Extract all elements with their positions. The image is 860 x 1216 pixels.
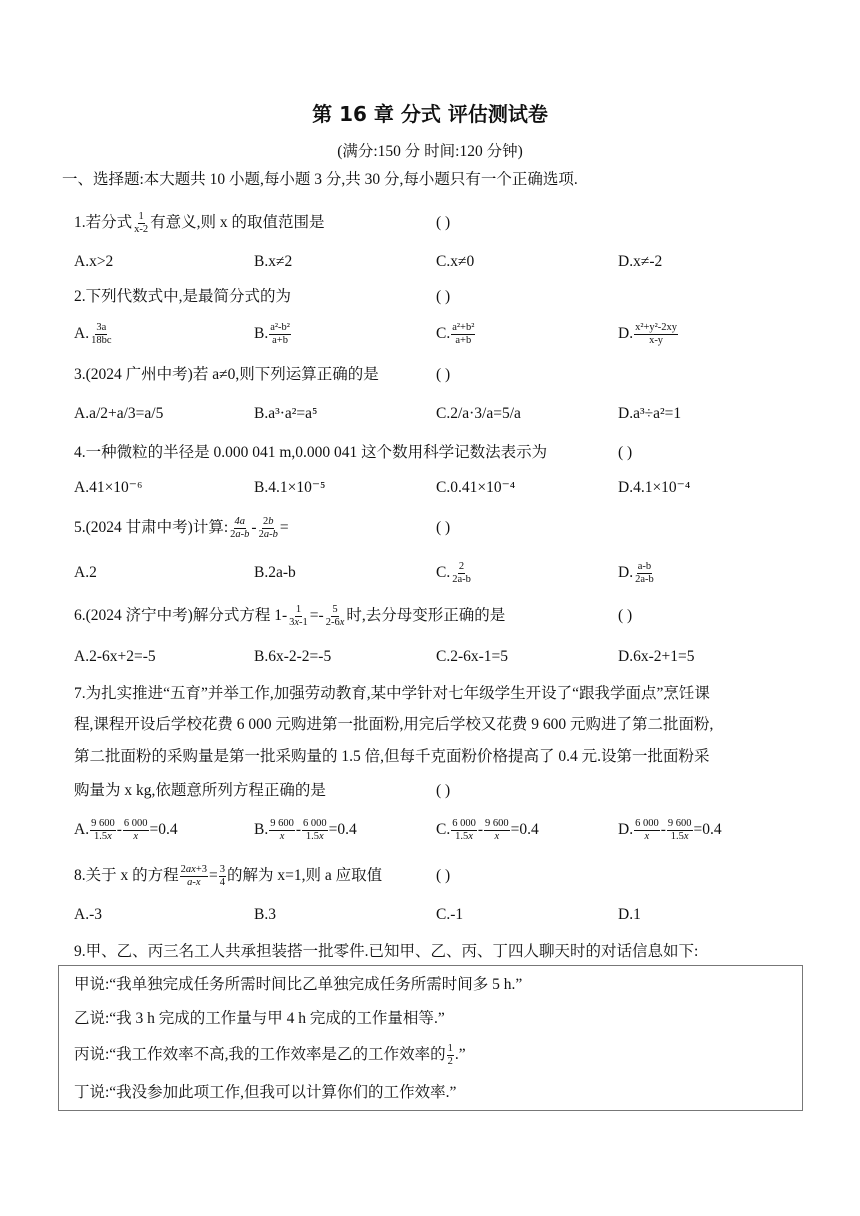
answer-bracket: ( ) xyxy=(436,867,451,884)
option-b: B.a³·a²=a⁵ xyxy=(254,405,318,422)
answer-bracket: ( ) xyxy=(436,782,451,799)
option-a: A. $\frac{3a}{18bc}$ xyxy=(74,322,112,346)
option-c: C.x≠0 xyxy=(436,253,475,270)
option-b: B.2a-b xyxy=(254,564,296,581)
question-8: 8.关于 x 的方程 $\frac{2ax+3}{a-x}$ = $\frac{3}{4}$ 的解为 x=1,则 a 应取值 xyxy=(74,864,383,888)
question-7-line: 程,课程开设后学校花费 6 000 元购进第一批面粉,用完后学校又花费 9 600 元购进了第二批面粉, xyxy=(74,716,714,733)
option-b: B.x≠2 xyxy=(254,253,293,270)
option-b: B. $\frac{\text{a²-b²}}{a+b}$ xyxy=(254,322,290,346)
dialogue-line: 甲说:“我单独完成任务所需时间比乙单独完成任务所需时间多 5 h.” xyxy=(74,976,523,993)
dialogue-line: 丁说:“我没参加此项工作,但我可以计算你们的工作效率.” xyxy=(74,1084,457,1101)
answer-bracket: ( ) xyxy=(618,444,633,461)
option-c: C. $\frac{6 000}{1.5x}$ - $\frac{9 600}{x}$ =0.4 xyxy=(436,818,539,842)
answer-bracket: ( ) xyxy=(436,288,451,305)
option-d: D.6x-2+1=5 xyxy=(618,648,695,665)
option-c: C.2-6x-1=5 xyxy=(436,648,509,665)
option-d: D. $\frac{a-b}{2a-b}$ xyxy=(618,561,654,585)
page-title: 第 16 章 分式 评估测试卷 xyxy=(312,102,548,126)
question-7-line: 7.为扎实推进“五育”并举工作,加强劳动教育,某中学针对七年级学生开设了“跟我学面点”烹饪课 xyxy=(74,685,710,702)
option-d: D.1 xyxy=(618,906,641,923)
answer-bracket: ( ) xyxy=(436,366,451,383)
option-a: A.a/2+a/3=a/5 xyxy=(74,405,164,422)
option-d: D.4.1×10⁻⁴ xyxy=(618,479,691,496)
option-b: B. $\frac{9 600}{x}$ - $\frac{6 000}{1.5x}$ =0.4 xyxy=(254,818,357,842)
section-heading: 一、选择题:本大题共 10 小题,每小题 3 分,共 30 分,每小题只有一个正确选项. xyxy=(62,171,578,188)
option-a: A.41×10⁻⁶ xyxy=(74,479,143,496)
option-a: A. $\frac{9 600}{1.5x}$ - $\frac{6 000}{x}$ =0.4 xyxy=(74,818,178,842)
option-d: D.x≠-2 xyxy=(618,253,663,270)
option-d: D.a³÷a²=1 xyxy=(618,405,682,422)
option-a: A.2 xyxy=(74,564,97,581)
option-c: C. $\frac{2}{2a-b}$ xyxy=(436,561,471,585)
answer-bracket: ( ) xyxy=(618,607,633,624)
option-a: A.2-6x+2=-5 xyxy=(74,648,156,665)
fraction: $\frac{1}{x-2}$ xyxy=(134,211,149,235)
question-7-line: 购量为 x kg,依题意所列方程正确的是 xyxy=(74,782,326,799)
question-4: 4.一种微粒的半径是 0.000 041 m,0.000 041 这个数用科学记数法表示为 xyxy=(74,444,548,461)
option-a: A.-3 xyxy=(74,906,102,923)
question-2: 2.下列代数式中,是最简分式的为 xyxy=(74,288,292,305)
question-6: 6.(2024 济宁中考)解分式方程 1- $\frac{1}{3x-1}$ =- $\frac{5}{2-6x}$ 时,去分母变形正确的是 xyxy=(74,604,506,628)
page-subtitle: (满分:150 分 时间:120 分钟) xyxy=(337,143,523,160)
dialogue-line: 乙说:“我 3 h 完成的工作量与甲 4 h 完成的工作量相等.” xyxy=(74,1010,445,1027)
option-d: D. $\frac{6 000}{x}$ - $\frac{9 600}{1.5x}$ =0.4 xyxy=(618,818,722,842)
dialogue-line: 丙说:“我工作效率不高,我的工作效率是乙的工作效率的 $\frac{1}{2}$ .” xyxy=(74,1043,466,1067)
option-c: C.2/a·3/a=5/a xyxy=(436,405,521,422)
question-5: 5.(2024 甘肃中考)计算: $\frac{4a}{2a-b}$ - $\frac{2b}{2a-b}$ = xyxy=(74,516,289,540)
option-d: D. $\frac{\text{x²+y²-2xy}}{x-y}$ xyxy=(618,322,678,346)
option-b: B.6x-2-2=-5 xyxy=(254,648,332,665)
question-7-line: 第二批面粉的采购量是第一批采购量的 1.5 倍,但每千克面粉价格提高了 0.4 元.设第一批面粉采 xyxy=(74,748,710,765)
option-b: B.4.1×10⁻⁵ xyxy=(254,479,326,496)
question-9: 9.甲、乙、丙三名工人共承担装搭一批零件.已知甲、乙、丙、丁四人聊天时的对话信息如下: xyxy=(74,943,699,960)
option-a: A.x>2 xyxy=(74,253,114,270)
option-c: C.-1 xyxy=(436,906,464,923)
question-1: 1.若分式 $\frac{1}{x-2}$ 有意义,则 x 的取值范围是 xyxy=(74,211,325,235)
answer-bracket: ( ) xyxy=(436,519,451,536)
answer-bracket: ( ) xyxy=(436,214,451,231)
option-b: B.3 xyxy=(254,906,276,923)
question-3: 3.(2024 广州中考)若 a≠0,则下列运算正确的是 xyxy=(74,366,379,383)
option-c: C.0.41×10⁻⁴ xyxy=(436,479,516,496)
option-c: C. $\frac{\text{a²+b²}}{a+b}$ xyxy=(436,322,475,346)
